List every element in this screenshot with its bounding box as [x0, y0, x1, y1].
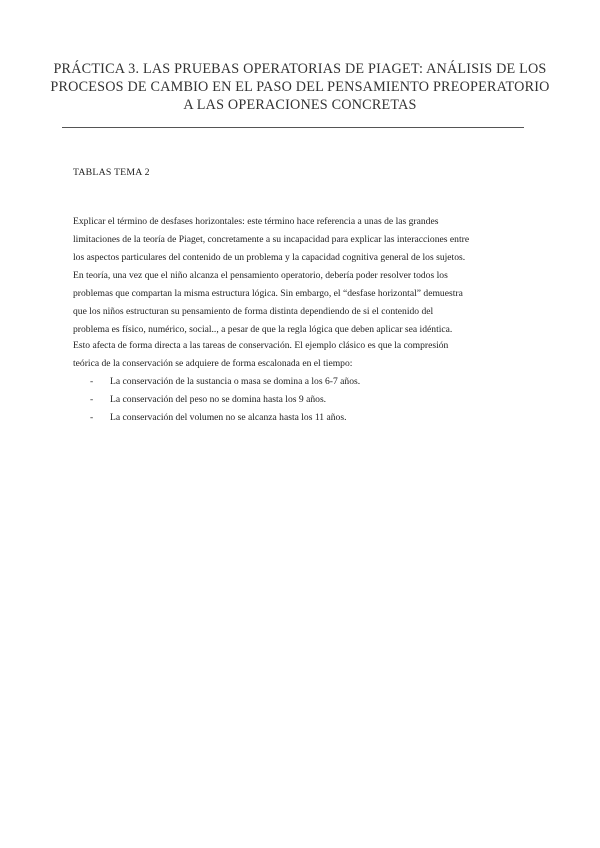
text-line: limitaciones de la teoría de Piaget, concretamente a su incapacidad para explicar las interacciones entre	[73, 234, 470, 245]
text-line: Explicar el término de desfases horizontales: este término hace referencia a unas de las grandes	[73, 216, 439, 227]
paragraph-desfases	[73, 213, 469, 339]
text-line: problema es físico, numérico, social.., a pesar de que la regla lógica que deben aplicar sea idéntica.	[73, 324, 453, 335]
text-line: En teoría, una vez que el niño alcanza el pensamiento operatorio, debería poder resolver todos los	[73, 270, 448, 281]
bullet-marker: -	[90, 376, 94, 387]
title-divider	[62, 127, 524, 128]
list-item-text: La conservación del volumen no se alcanza hasta los 11 años.	[110, 412, 347, 423]
section-heading: TABLAS TEMA 2	[73, 167, 150, 178]
list-item	[73, 373, 360, 391]
conservation-list	[73, 373, 360, 427]
text-line: teórica de la conservación se adquiere de forma escalonada en el tiempo:	[73, 358, 353, 369]
title-line: PRÁCTICA 3. LAS PRUEBAS OPERATORIAS DE PIAGET: ANÁLISIS DE LOS	[53, 61, 547, 77]
bullet-marker: -	[90, 412, 94, 423]
list-item	[73, 409, 360, 427]
list-item	[73, 391, 360, 409]
list-item-text: La conservación de la sustancia o masa se domina a los 6-7 años.	[110, 376, 361, 387]
text-line: que los niños estructuran su pensamiento de forma distinta dependiendo de si el contenido del	[73, 306, 434, 317]
bullet-marker: -	[90, 394, 94, 405]
text-line: problemas que compartan la misma estructura lógica. Sin embargo, el “desfase horizontal” demuestra	[73, 288, 463, 299]
text-line: Esto afecta de forma directa a las tareas de conservación. El ejemplo clásico es que la compresión	[73, 340, 449, 351]
text-line: los aspectos particulares del contenido de un problema y la capacidad cognitiva general de los sujetos.	[73, 252, 466, 263]
title-line: PROCESOS DE CAMBIO EN EL PASO DEL PENSAMIENTO PREOPERATORIO	[50, 79, 550, 95]
title-line: A LAS OPERACIONES CONCRETAS	[183, 97, 417, 113]
paragraph-conservacion	[73, 337, 448, 373]
document-title	[50, 60, 550, 114]
list-item-text: La conservación del peso no se domina hasta los 9 años.	[110, 394, 327, 405]
